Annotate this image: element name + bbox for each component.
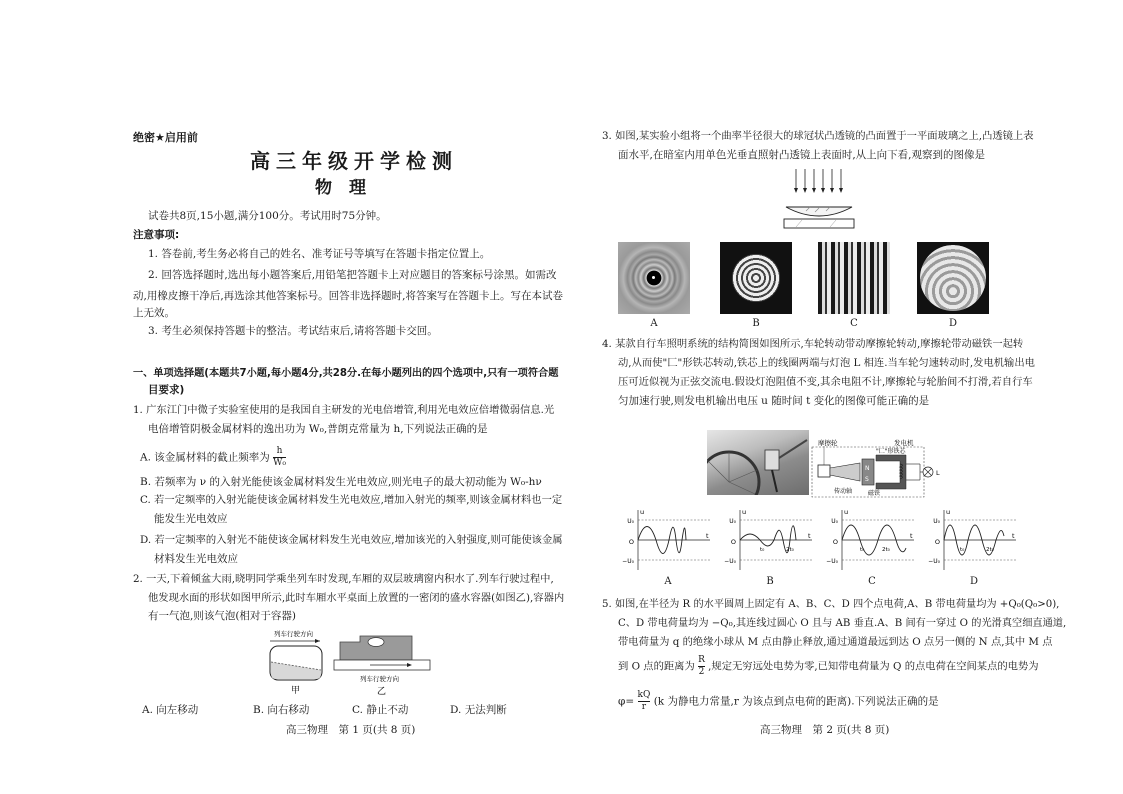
graph-c (826, 508, 914, 570)
generator-diagram (810, 437, 945, 501)
label-c: C (850, 318, 858, 329)
notice-2b: 动,用橡皮擦干净后,再选涂其他答案标号。回答非选择题时,将答案写在答题卡上。写在本试卷 (133, 290, 564, 302)
fringe-image-c (818, 242, 890, 314)
svg-text:2t₀: 2t₀ (986, 547, 994, 553)
right-page (560, 0, 1123, 794)
q4-line4: 匀加速行驶,则发电机输出电压 u 随时间 t 变化的图像可能正确的是 (618, 395, 930, 407)
svg-text:t: t (1012, 532, 1015, 540)
q2-option-a: A. 向左移动 (142, 704, 199, 716)
graph-b (724, 508, 812, 570)
graph-label-b: B (766, 576, 774, 587)
label-b: B (752, 318, 760, 329)
q4-line2: 动,从而使"匚"形铁芯转动,铁芯上的线圈两端与灯泡 L 相连.当车轮匀速转动时,发电机输出电 (618, 357, 1035, 369)
label-a: A (650, 318, 658, 329)
q3-line1: 3. 如图,某实验小组将一个曲率半径很大的球冠状凸透镜的凸面置于一平面玻璃之上,凸透镜上表 (602, 130, 1034, 142)
notice-2: 2. 回答选择题时,选出每小题答案后,用铅笔把答题卡上对应题目的答案标号涂黑。如需改 (148, 269, 557, 281)
svg-text:t: t (706, 532, 709, 540)
svg-text:−U₀: −U₀ (826, 558, 838, 565)
bicycle-photo (707, 430, 809, 495)
q5-line2: C、D 带电荷量均为 −Q₀,其连线过圆心 O 且与 AB 垂直.A、B 间有一穿过 O 的光滑真空细直通道, (618, 618, 1067, 629)
svg-text:2t₀: 2t₀ (882, 547, 890, 553)
q1-line1: 1. 广东江门中微子实验室使用的是我国自主研发的光电倍增管,利用光电效应倍增微弱信息.光 (133, 404, 555, 416)
svg-text:t: t (910, 532, 913, 540)
svg-text:u: u (640, 508, 645, 516)
graph-label-d: D (969, 576, 979, 587)
q1-option-c: C. 若一定频率的入射光能使该金属材料发生光电效应,增加入射光的频率,则该金属材料也一定 (140, 494, 563, 506)
fringe-image-b (720, 242, 792, 314)
svg-text:u: u (946, 508, 951, 516)
q2-option-d: D. 无法判断 (450, 704, 507, 716)
intro-text: 试卷共8页,15小题,满分100分。考试用时75分钟。 (148, 210, 387, 222)
svg-text:摩擦轮: 摩擦轮 (818, 439, 838, 447)
q1-option-d: D. 若一定频率的入射光不能使该金属材料发生光电效应,增加该光的入射强度,则可能使该金属 (140, 534, 563, 546)
page-footer-left: 高三物理 第 1 页(共 8 页) (286, 724, 416, 736)
svg-text:"匚"形铁芯: "匚"形铁芯 (876, 448, 906, 455)
svg-text:2t₀: 2t₀ (786, 547, 794, 553)
svg-text:t₀: t₀ (760, 547, 765, 553)
q2-option-c: C. 静止不动 (352, 704, 409, 716)
graph-label-c: C (868, 576, 876, 587)
svg-text:O: O (628, 538, 634, 546)
notice-title: 注意事项: (133, 229, 180, 241)
svg-text:U₀: U₀ (729, 518, 736, 525)
fringe-image-d (917, 242, 989, 314)
svg-text:发电机: 发电机 (894, 439, 914, 447)
fringe-image-a (618, 242, 690, 314)
section-heading: 一、单项选择题(本题共7小题,每小题4分,共28分.在每小题列出的四个选项中,只有一项符合题 (133, 368, 559, 379)
q1-option-a: A. 该金属材料的截止频率为 $\frac{h}{\text{W₀}}$ (140, 446, 286, 468)
svg-text:−U₀: −U₀ (724, 558, 736, 565)
notice-2c: 上无效。 (133, 307, 175, 319)
q2-line3: 有一气泡,则该气泡(相对于容器) (148, 610, 297, 622)
q5-line3: 带电荷量为 q 的绝缘小球从 M 点由静止释放,通过通道最远到达 O 点另一侧的 N 点,其中 M 点 (618, 636, 1053, 648)
svg-text:u: u (844, 508, 849, 516)
figure-jia-label: 甲 (291, 686, 301, 696)
svg-text:S: S (865, 476, 869, 483)
svg-text:列车行驶方向: 列车行驶方向 (360, 675, 399, 683)
q5-line1: 5. 如图,在半径为 R 的水平圆周上固定有 A、B、C、D 四个点电荷,A、B 带电荷量均为 +Q₀(Q₀>0), (602, 599, 1060, 610)
train-window-figure (262, 626, 330, 696)
svg-text:−U₀: −U₀ (928, 558, 940, 565)
q1-option-c2: 能发生光电效应 (154, 513, 228, 525)
q2-option-b: B. 向右移动 (253, 704, 310, 716)
secret-label: 绝密★启用前 (133, 131, 198, 144)
svg-text:O: O (730, 538, 736, 546)
label-d: D (948, 318, 958, 329)
q1-option-d2: 材料发生光电效应 (154, 553, 238, 565)
q2-line2: 他发现水面的形状如图甲所示,此时车厢水平桌面上放置的一密闭的盛水容器(如图乙),容器内 (148, 592, 565, 604)
q4-line3: 压可近似视为正弦交流电.假设灯泡阻值不变,其余电阻不计,摩擦轮与轮胎间不打滑,若自行车 (618, 376, 1033, 388)
lens-setup-figure (782, 167, 862, 237)
page-footer-right: 高三物理 第 2 页(共 8 页) (760, 724, 890, 736)
svg-text:t: t (808, 532, 811, 540)
q1-option-b: B. 若频率为 ν 的入射光能使该金属材料发生光电效应,则光电子的最大初动能为 W₀-hν (140, 476, 542, 488)
q1-line2: 电倍增管阴极金属材料的逸出功为 W₀,普朗克常量为 h,下列说法正确的是 (148, 423, 488, 435)
svg-text:U₀: U₀ (933, 518, 940, 525)
svg-text:t₀: t₀ (960, 547, 965, 553)
q2-line1: 2. 一天,下着倾盆大雨,晓明同学乘坐列车时发现,车厢的双层玻璃窗内积水了.列车行驶过程中, (133, 573, 554, 585)
q3-line2: 面水平,在暗室内用单色光垂直照射凸透镜上表面时,从上向下看,观察到的图像是 (618, 149, 986, 161)
notice-1: 1. 答卷前,考生务必将自己的姓名、准考证号等填写在答题卡指定位置上。 (148, 248, 491, 260)
svg-text:列车行驶方向: 列车行驶方向 (274, 630, 313, 638)
svg-text:L: L (936, 469, 940, 477)
notice-3: 3. 考生必须保持答题卡的整洁。考试结束后,请将答题卡交回。 (148, 325, 438, 337)
graph-d (928, 508, 1016, 570)
svg-text:O: O (832, 538, 838, 546)
voltage-graphs (618, 508, 1018, 574)
svg-text:磁铁: 磁铁 (868, 490, 881, 497)
section-heading-2: 目要求) (148, 384, 185, 396)
svg-text:U₀: U₀ (831, 518, 838, 525)
svg-text:N: N (865, 465, 870, 472)
svg-text:O: O (934, 538, 940, 546)
svg-text:−U₀: −U₀ (622, 558, 634, 565)
svg-text:U₀: U₀ (627, 518, 634, 525)
exam-title: 高三年级开学检测 (250, 149, 458, 173)
figure-yi-label: 乙 (377, 687, 387, 697)
graph-label-a: A (664, 576, 672, 587)
svg-text:u: u (742, 508, 747, 516)
container-figure (330, 630, 440, 700)
subject-title: 物 理 (315, 178, 366, 198)
q5-line4: 到 O 点的距离为 $\frac{R}{2}$ ,规定无穷远处电势为零,已知带电荷量为 Q 的点电荷在空间某点的电势为 (618, 655, 1039, 677)
graph-a (622, 508, 710, 570)
q4-line1: 4. 某款自行车照明系统的结构简图如图所示,车轮转动带动摩擦轮转动,摩擦轮带动磁铁一起转 (602, 338, 1024, 350)
svg-text:t₀: t₀ (860, 547, 865, 553)
svg-text:传动轴: 传动轴 (834, 488, 853, 495)
q5-line5: φ= $\frac{kQ}{r}$ (k 为静电力常量,r 为该点到点电荷的距离).下列说法正确的是 (618, 690, 939, 712)
